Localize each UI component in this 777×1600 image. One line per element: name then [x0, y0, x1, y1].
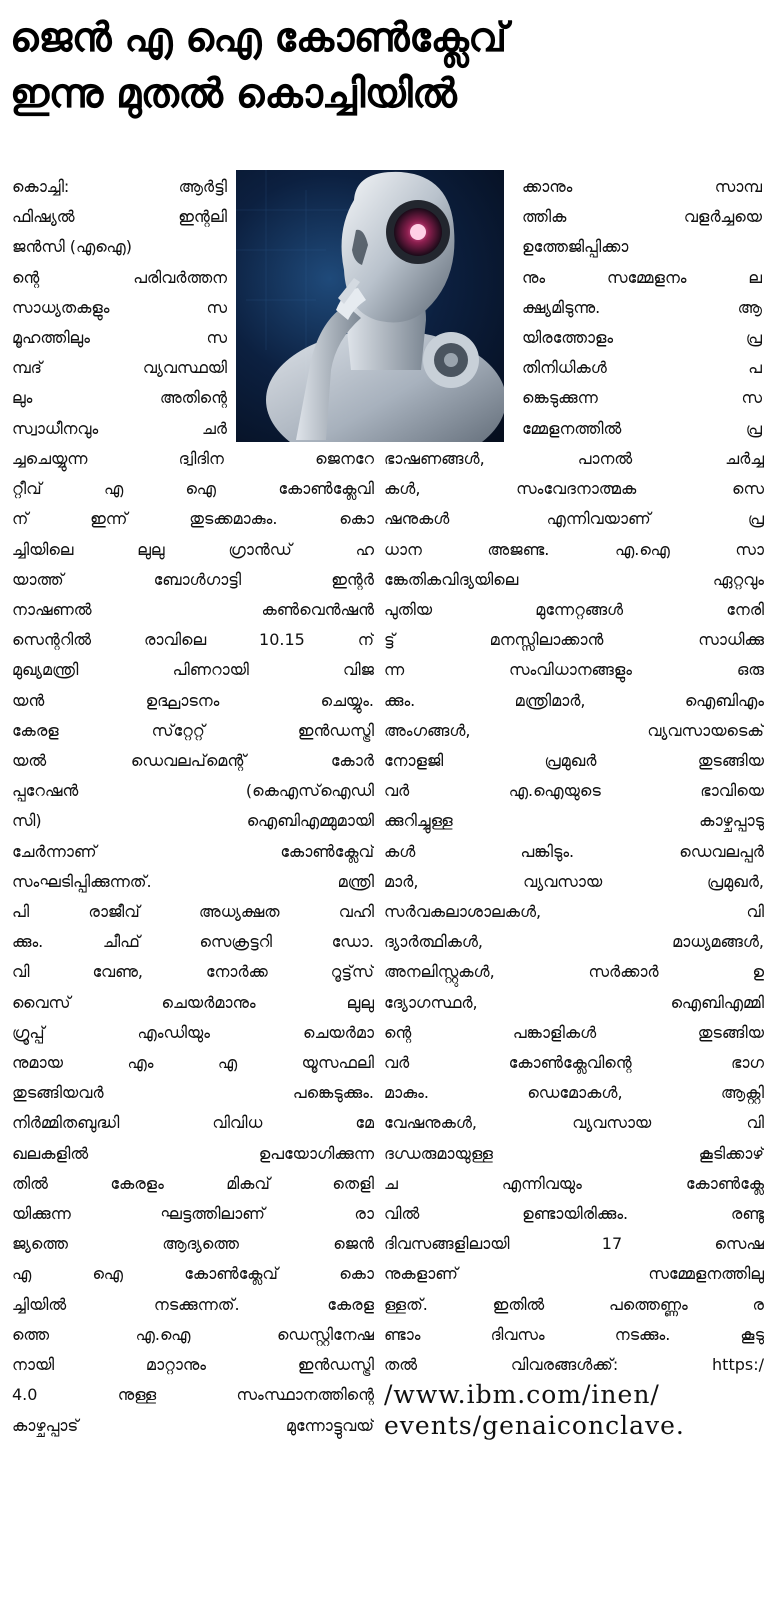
text-line: ഷനുകൾ എന്നിവയാണ് പ്ര: [384, 509, 764, 529]
text-line: ദിവസങ്ങളിലായി 17 സെഷ: [384, 1234, 764, 1254]
text-line: കൾ, സംവേദനാത്മക സെ: [384, 479, 764, 499]
text-line: ള്ളത്. ഇതിൽ പത്തെണ്ണം ര: [384, 1294, 764, 1314]
text-line: യിരത്തോളം പ്ര: [522, 328, 762, 348]
text-line: നോളജി പ്രമുഖർ തുടങ്ങിയ: [384, 751, 764, 771]
text-line: മുഖ്യമന്ത്രി പിണറായി വിജ: [12, 660, 374, 680]
text-line: തുടങ്ങിയവർ പങ്കെടുക്കും.: [12, 1083, 374, 1103]
robot-photo: [236, 170, 504, 442]
text-line: സെന്ററിൽ രാവിലെ 10.15 ന്: [12, 630, 374, 650]
text-line: നും സമ്മേളനം ല: [522, 267, 762, 287]
text-line: വൈസ് ചെയർമാനും ലുലു: [12, 992, 374, 1012]
text-line: പുതിയ മുന്നേറ്റങ്ങൾ നേരി: [384, 600, 764, 620]
text-line: നിർമ്മിതബുദ്ധി വിവിധ മേ: [12, 1113, 374, 1133]
headline-line-2: ഇന്നു മുതൽ കൊച്ചിയിൽ: [10, 71, 457, 117]
text-line: ച്ചചെയ്യുന്ന ദ്വിദിന ജെനറേ: [12, 449, 374, 468]
text-line: ക്കാനും സാമ്പ: [522, 177, 762, 196]
text-line: യൻ ഉദ്ഘാടനം ചെയ്യും.: [12, 690, 374, 710]
column-1-top: [12, 172, 227, 444]
text-line: തൽ വിവരങ്ങൾക്ക്: https:/: [384, 1355, 764, 1375]
text-line: ട്ട് മനസ്സിലാക്കാൻ സാധിക്കു: [384, 630, 764, 650]
text-line: ഗ്രൂപ്പ് എംഡിയും ചെയർമാ: [12, 1022, 374, 1042]
text-line: മ്പദ് വ്യവസ്ഥയി: [12, 358, 227, 378]
text-line: ദ്യാർത്ഥികൾ, മാധ്യമങ്ങൾ,: [384, 932, 764, 952]
text-line: കൾ പങ്കിടും. ഡെവലപ്പർ: [384, 841, 764, 861]
text-line: കൊച്ചി: ആർട്ടി: [12, 177, 227, 196]
text-line: ന്റെ പരിവർത്തന: [12, 267, 227, 287]
text-line: ദഗ്ധരുമായുള്ള കൂടിക്കാഴ്: [384, 1143, 764, 1163]
text-line: പി രാജീവ് അധ്യക്ഷത വഹി: [12, 902, 374, 922]
text-line: വർ എ.ഐയുടെ ഭാവിയെ: [384, 781, 764, 801]
text-line: ത്തെ എ.ഐ ഡെസ്റ്റിനേഷ: [12, 1324, 374, 1344]
text-line: ഉത്തേജിപ്പിക്കാ: [522, 237, 629, 257]
text-line: എ ഐ കോൺക്ലേവ് കൊ: [12, 1264, 374, 1284]
column-2-top: [522, 172, 762, 444]
text-line: സംഘടിപ്പിക്കുന്നത്. മന്ത്രി: [12, 871, 374, 891]
url-line: /www.ibm.com/inen/: [384, 1380, 660, 1410]
text-line: മാകും. ഡെമോകൾ, ആക്റ്റി: [384, 1083, 764, 1103]
text-line: തിൽ കേരളം മികവ് തെളി: [12, 1173, 374, 1193]
text-line: ദ്യോഗസ്ഥർ, ഐബിഎമ്മി: [384, 992, 764, 1012]
text-line: സ്വാധീനവും ചർ: [12, 418, 227, 438]
text-line: സി) ഐബിഎമ്മുമായി: [12, 811, 374, 831]
text-line: മൂഹത്തിലും സ: [12, 328, 227, 348]
text-line: ന്ന സംവിധാനങ്ങളും ഒരു: [384, 660, 764, 680]
text-line: കാഴ്ചപ്പാട് മുന്നോട്ടുവയ്: [12, 1415, 374, 1435]
text-line: അംഗങ്ങൾ, വ്യവസായടെക്: [384, 720, 764, 740]
text-line: റ്റീവ് എ ഐ കോൺക്ലേവി: [12, 479, 374, 499]
text-line: തിനിധികൾ പ: [522, 358, 762, 378]
text-line: ന്റെ പങ്കാളികൾ തുടങ്ങിയ: [384, 1022, 764, 1042]
text-line: ക്കുറിച്ചുള്ള കാഴ്ചപ്പാടു: [384, 811, 764, 831]
url-line: events/genaiconclave.: [384, 1410, 685, 1440]
text-line: നായി മാറ്റാനും ഇൻഡസ്ട്രി: [12, 1355, 374, 1375]
text-line: ഭാഷണങ്ങൾ, പാനൽ ചർച്ച: [384, 449, 764, 468]
text-line: വിൽ ഉണ്ടായിരിക്കും. രണ്ടു: [384, 1204, 764, 1224]
text-line: യാത്ത് ബോൾഗാട്ടി ഇന്റർ: [12, 569, 374, 589]
text-line: മ്മേളനത്തിൽ പ്ര: [522, 418, 762, 438]
text-line: ജ്യത്തെ ആദ്യത്തെ ജെൻ: [12, 1234, 374, 1254]
text-line: ചേർന്നാണ് കോൺക്ലേവ്: [12, 841, 374, 861]
text-line: ക്കും. മന്ത്രിമാർ, ഐബിഎം: [384, 690, 764, 710]
text-line: യൽ ഡെവലപ്‌മെന്റ് കോർ: [12, 751, 374, 771]
text-line: ധാന അജണ്ട. എ.ഐ സാ: [384, 539, 764, 559]
text-line: സാധ്യതകളും സ: [12, 297, 227, 317]
text-line: നാഷണൽ കൺവെൻഷൻ: [12, 600, 374, 620]
text-line: അനലിസ്റ്റുകൾ, സർക്കാർ ഉ: [384, 962, 764, 982]
text-line: ത്തിക വളർച്ചയെ: [522, 207, 762, 227]
text-line: ച്ചിയിൽ നടക്കുന്നത്. കേരള: [12, 1294, 374, 1314]
text-line: സർവകലാശാലകൾ, വി: [384, 902, 764, 922]
text-line: ങ്കെടുക്കുന്ന സ: [522, 388, 762, 408]
column-1-bottom: [12, 444, 374, 1441]
text-line: നുകളാണ് സമ്മേളനത്തിലു: [384, 1264, 764, 1284]
text-line: ച എന്നിവയും കോൺക്ലേ: [384, 1173, 764, 1193]
text-line: ച്ചിയിലെ ലുലു ഗ്രാൻഡ് ഹ: [12, 539, 374, 559]
text-line: ക്ഷ്യമിടുന്നു. ആ: [522, 297, 762, 317]
text-line: കേരള സ്‌റ്റേറ്റ് ഇൻഡസ്ട്രി: [12, 720, 374, 740]
text-line: ക്കും. ചീഫ് സെക്രട്ടറി ഡോ.: [12, 932, 374, 952]
text-line: ങ്കേതികവിദ്യയിലെ ഏറ്റവും: [384, 569, 764, 589]
text-line: വേഷനുകൾ, വ്യവസായ വി: [384, 1113, 764, 1133]
text-line: ണ്ടാം ദിവസം നടക്കും. കൂടു: [384, 1324, 764, 1344]
humanoid-robot-thinking-icon: [236, 170, 504, 442]
text-line: പ്പറേഷൻ (കെഎസ്‌ഐഡി: [12, 781, 374, 801]
text-line: ഖലകളിൽ ഉപയോഗിക്കുന്ന: [12, 1143, 374, 1163]
text-line: യിക്കുന്ന ഘട്ടത്തിലാണ് രാ: [12, 1204, 374, 1224]
text-line: വർ കോൺക്ലേവിന്റെ ഭാഗ: [384, 1053, 764, 1073]
text-line: ന് ഇന്ന് തുടക്കമാകും. കൊ: [12, 509, 374, 529]
text-line: മാർ, വ്യവസായ പ്രമുഖർ,: [384, 871, 764, 891]
text-line: ലും അതിന്റെ: [12, 388, 227, 408]
text-line: 4.0 നുള്ള സംസ്ഥാനത്തിന്റെ: [12, 1385, 374, 1405]
text-line: നുമായ എം എ യൂസഫലി: [12, 1053, 374, 1073]
text-line: വി വേണു, നോർക്ക റൂട്ട്‌സ്: [12, 962, 374, 982]
text-line: ജൻസി (എഐ): [12, 237, 132, 257]
text-line: ഫിഷ്യൽ ഇന്റലി: [12, 207, 227, 227]
column-2-bottom: [384, 444, 764, 1441]
headline: [10, 10, 767, 122]
headline-line-1: ജെൻ എ ഐ കോൺക്ലേവ്: [10, 15, 507, 61]
